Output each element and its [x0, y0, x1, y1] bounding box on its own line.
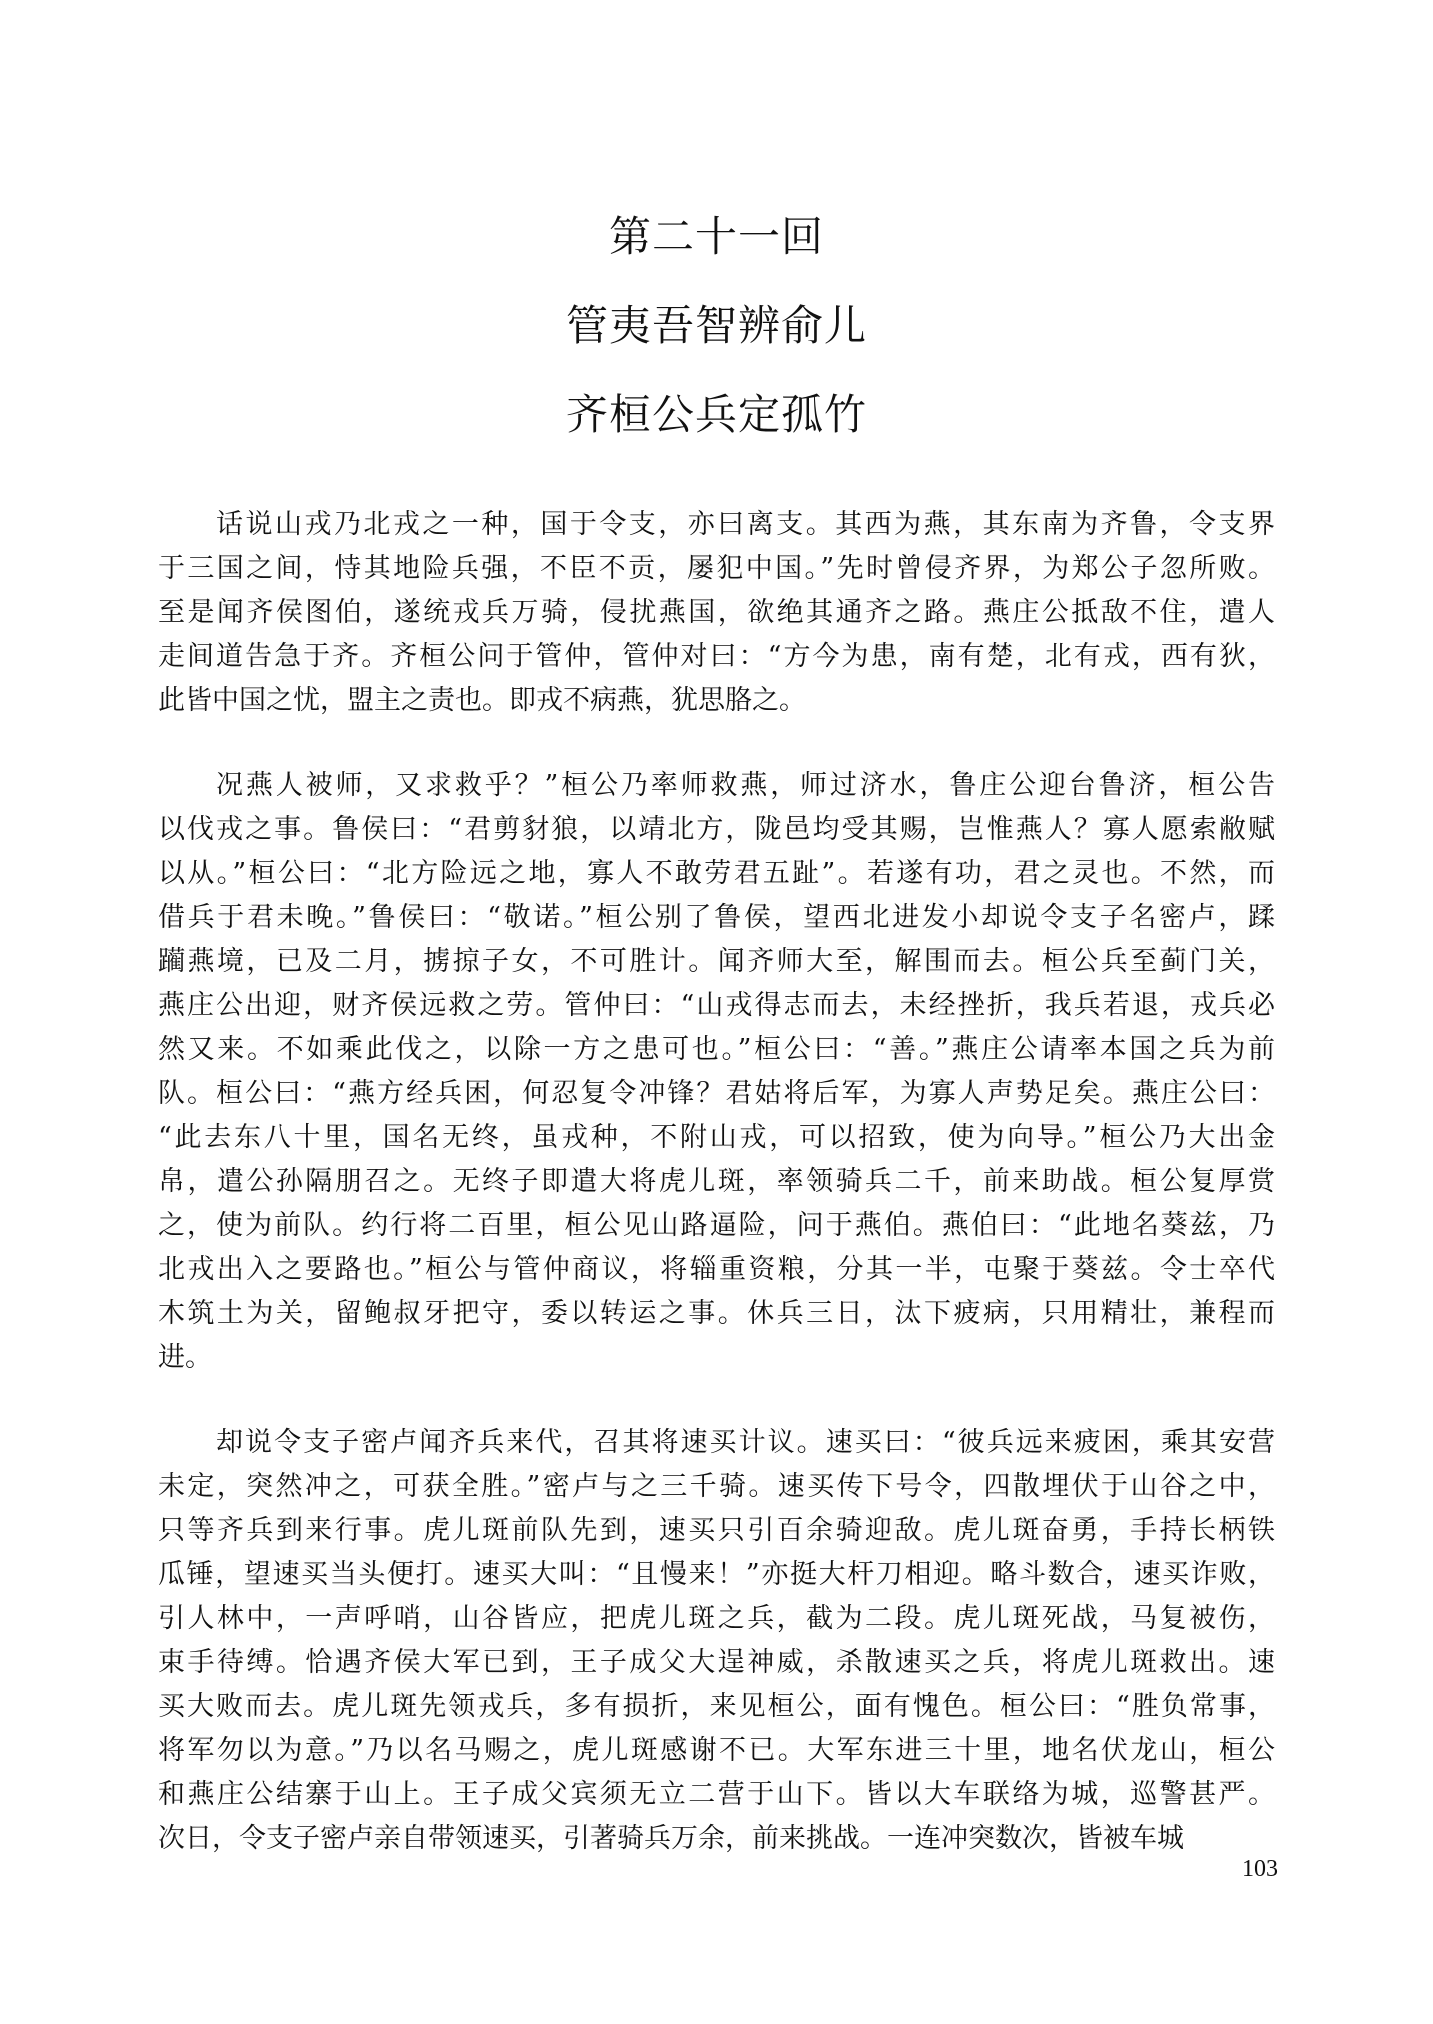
text-line: 北戎出入之要路也。”桓公与管仲商议，将辎重资粮，分其一半，屯聚于葵兹。令士卒代 [158, 1254, 1275, 1285]
text-line: 瓜锤，望速买当头便打。速买大叫：“且慢来！”亦挺大杆刀相迎。略斗数合，速买诈败， [158, 1559, 1275, 1590]
text-line: 束手待缚。恰遇齐侯大军已到，王子成父大逞神威，杀散速买之兵，将虎儿斑救出。速 [158, 1647, 1275, 1678]
paragraph [158, 764, 1275, 1380]
text-line: 将军勿以为意。”乃以名马赐之，虎儿斑感谢不已。大军东进三十里，地名伏龙山，桓公 [158, 1735, 1275, 1766]
text-line: 帛，遣公孙隔朋召之。无终子即遣大将虎儿斑，率领骑兵二千，前来助战。桓公复厚赏 [158, 1166, 1275, 1197]
text-line: 于三国之间，恃其地险兵强，不臣不贡，屡犯中国。”先时曾侵齐界，为郑公子忽所败。 [158, 553, 1275, 584]
chapter-number: 第二十一回 [608, 212, 824, 261]
chapter-heading [0, 212, 1433, 482]
text-line: 队。桓公曰：“燕方经兵困，何忍复令冲锋？君姑将后军，为寡人声势足矣。燕庄公曰： [158, 1078, 1275, 1109]
page-number: 103 [1242, 1856, 1278, 1882]
text-line: 话说山戎乃北戎之一种，国于令支，亦曰离支。其西为燕，其东南为齐鲁，令支界 [216, 509, 1275, 540]
text-line: 之，使为前队。约行将二百里，桓公见山路逼险，问于燕伯。燕伯曰：“此地名葵兹，乃 [158, 1210, 1275, 1241]
text-line: 至是闻齐侯图伯，遂统戎兵万骑，侵扰燕国，欲绝其通齐之路。燕庄公抵敌不住，遣人 [158, 597, 1275, 628]
text-line: 以伐戎之事。鲁侯曰：“君剪豺狼，以靖北方，陇邑均受其赐，岂惟燕人？寡人愿索敝赋 [158, 814, 1275, 845]
text-line: 然又来。不如乘此伐之，以除一方之患可也。”桓公曰：“善。”燕庄公请率本国之兵为前 [158, 1034, 1275, 1065]
paragraph [158, 503, 1275, 723]
text-line: 次日，令支子密卢亲自带领速买，引著骑兵万余，前来挑战。一连冲突数次，皆被车城 [158, 1823, 1184, 1854]
body-text [158, 503, 1275, 1902]
text-line: 燕庄公出迎，财齐侯远救之劳。管仲曰：“山戎得志而去，未经挫折，我兵若退，戎兵必 [158, 990, 1275, 1021]
text-line: 引人林中，一声呼哨，山谷皆应，把虎儿斑之兵，截为二段。虎儿斑死战，马复被伤， [158, 1603, 1275, 1634]
text-line: 况燕人被师，又求救乎？”桓公乃率师救燕，师过济水，鲁庄公迎台鲁济，桓公告 [216, 770, 1275, 801]
text-line: 躏燕境，已及二月，掳掠子女，不可胜计。闻齐师大至，解围而去。桓公兵至蓟门关， [158, 946, 1275, 977]
text-line: 买大败而去。虎儿斑先领戎兵，多有损折，来见桓公，面有愧色。桓公曰：“胜负常事， [158, 1691, 1275, 1722]
text-line: 此皆中国之忧，盟主之责也。即戎不病燕，犹思胳之。 [158, 685, 806, 716]
text-line: 和燕庄公结寨于山上。王子成父宾须无立二营于山下。皆以大车联络为城，巡警甚严。 [158, 1779, 1275, 1810]
text-line: 未定，突然冲之，可获全胜。”密卢与之三千骑。速买传下号令，四散埋伏于山谷之中， [158, 1471, 1275, 1502]
text-line: 以从。”桓公曰：“北方险远之地，寡人不敢劳君五趾”。若遂有功，君之灵也。不然，而 [158, 858, 1275, 889]
chapter-title-line-1: 管夷吾智辨俞儿 [565, 301, 867, 350]
chapter-title-line-2: 齐桓公兵定孤竹 [565, 390, 867, 439]
text-line: 只等齐兵到来行事。虎儿斑前队先到，速买只引百余骑迎敌。虎儿斑奋勇，手持长柄铁 [158, 1515, 1275, 1546]
text-line: 走间道告急于齐。齐桓公问于管仲，管仲对曰：“方今为患，南有楚，北有戎，西有狄， [158, 641, 1275, 672]
text-line: 进。 [158, 1342, 212, 1373]
text-line: “此去东八十里，国名无终，虽戎种，不附山戎，可以招致，使为向导。”桓公乃大出金 [158, 1122, 1275, 1153]
text-line: 借兵于君未晚。”鲁侯曰：“敬诺。”桓公别了鲁侯，望西北进发小却说令支子名密卢，蹂 [158, 902, 1275, 933]
text-line: 却说令支子密卢闻齐兵来代，召其将速买计议。速买曰：“彼兵远来疲困，乘其安营 [216, 1427, 1275, 1458]
paragraph [158, 1421, 1275, 1861]
text-line: 木筑土为关，留鲍叔牙把守，委以转运之事。休兵三日，汰下疲病，只用精壮，兼程而 [158, 1298, 1275, 1329]
